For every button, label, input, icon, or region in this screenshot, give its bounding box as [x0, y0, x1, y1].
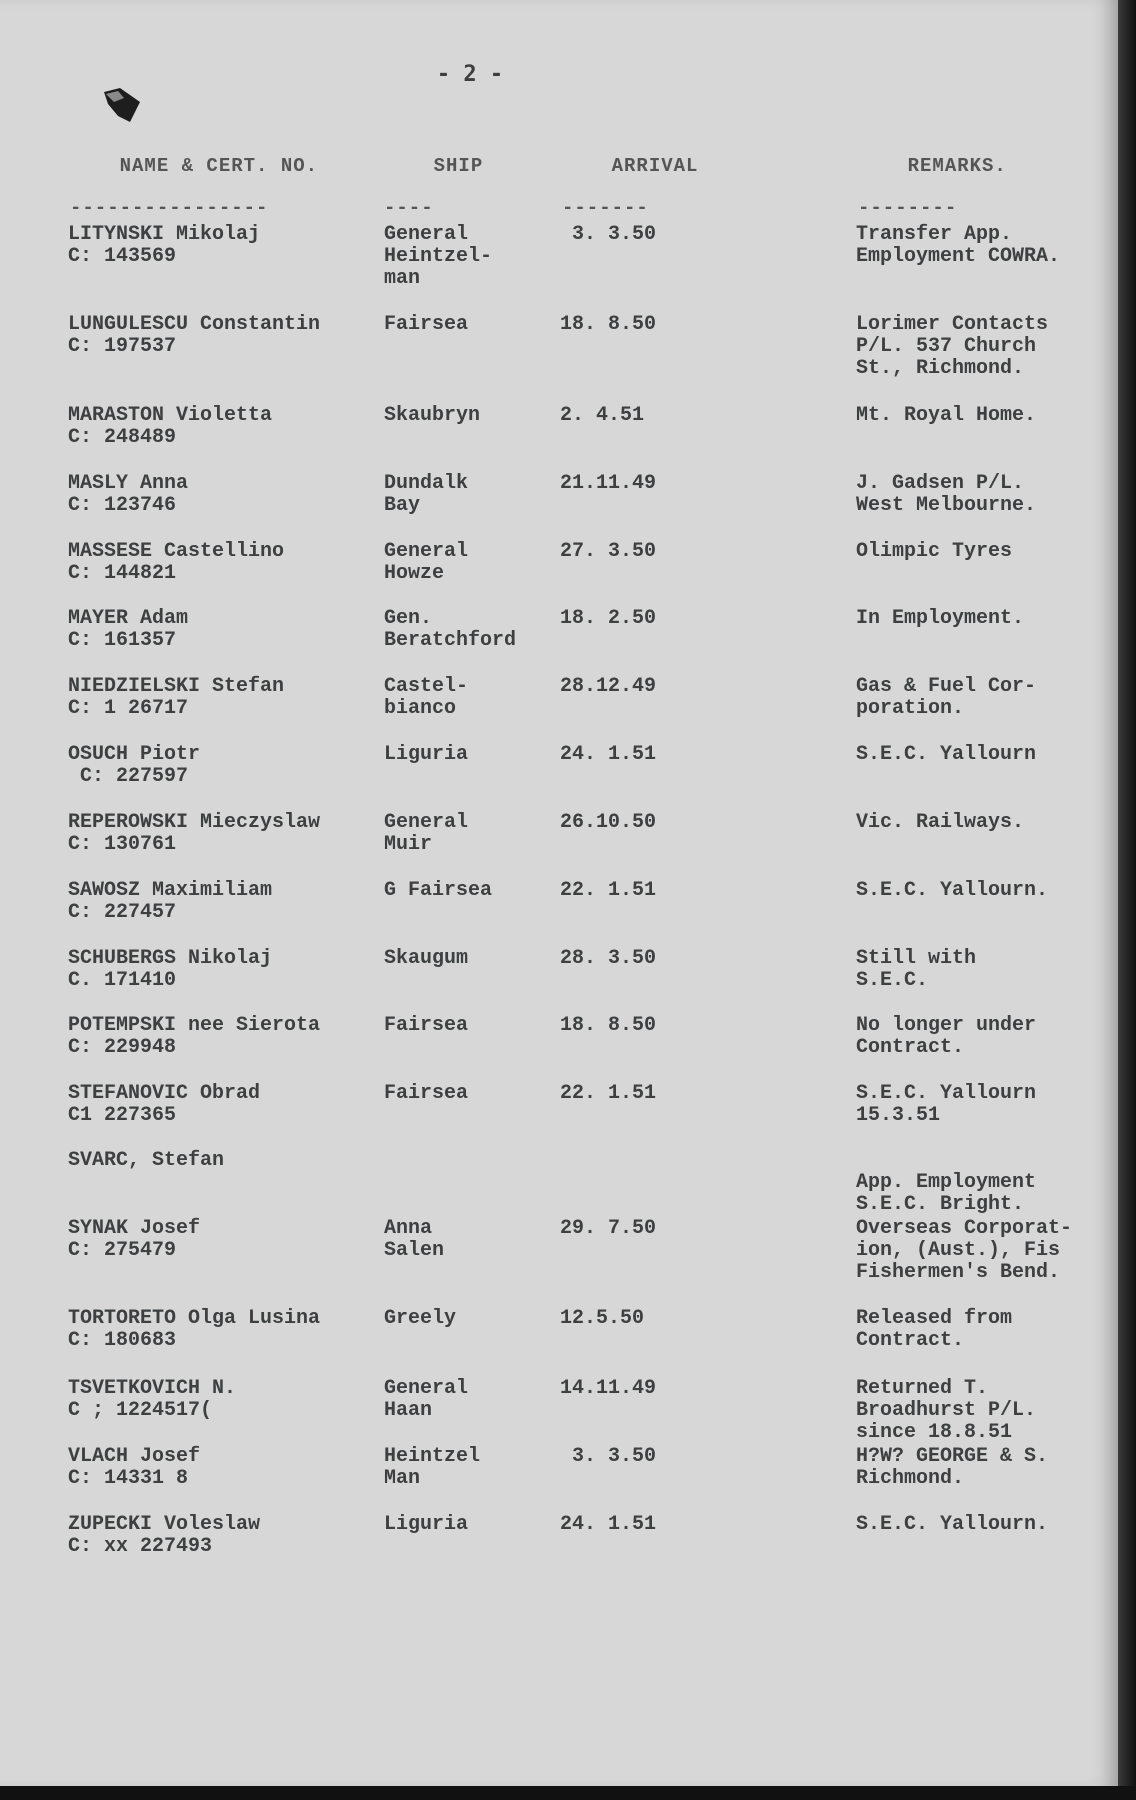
page-number: - 2 - — [436, 62, 504, 87]
ship-cell: Liguria — [384, 1513, 469, 1536]
remarks-cell: In Employment. — [856, 607, 1025, 630]
name-cell — [68, 1378, 378, 1422]
certificate-number: C: 123746 — [68, 494, 177, 517]
header-remarks-label: REMARKS. — [907, 155, 1007, 177]
remarks-cell: Vic. Railways. — [856, 811, 1025, 834]
arrival-cell: 22. 1.51 — [560, 879, 657, 902]
ship-cell: Fairsea — [384, 1082, 469, 1105]
remarks-cell: H?W? GEORGE & S. Richmond. — [856, 1445, 1049, 1490]
ship-cell: Anna Salen — [384, 1217, 445, 1262]
remarks-cell: Released from Contract. — [856, 1307, 1013, 1352]
person-name: STEFANOVIC Obrad — [68, 1082, 261, 1105]
certificate-number: C1 227365 — [68, 1104, 177, 1127]
name-cell — [68, 473, 378, 517]
name-cell — [68, 1015, 378, 1059]
person-name: TORTORETO Olga Lusina — [68, 1307, 321, 1330]
name-cell — [68, 541, 378, 585]
remarks-cell: S.E.C. Yallourn 15.3.51 — [856, 1082, 1037, 1127]
remarks-cell: App. Employment S.E.C. Bright. — [856, 1171, 1037, 1216]
ship-cell: Fairsea — [384, 1014, 469, 1037]
arrival-cell: 3. 3.50 — [560, 223, 657, 246]
certificate-number: C. 171410 — [68, 969, 177, 992]
name-cell — [68, 812, 378, 856]
remarks-cell: Mt. Royal Home. — [856, 404, 1037, 427]
header-arrival-label: ARRIVAL — [611, 155, 699, 177]
remarks-cell: Transfer App. Employment COWRA. — [856, 223, 1061, 268]
certificate-number: C: 248489 — [68, 426, 177, 449]
name-cell — [68, 1308, 378, 1352]
header-name-rule: ---------------- — [70, 197, 269, 219]
arrival-cell: 3. 3.50 — [560, 1445, 657, 1468]
header-name-label: NAME & CERT. NO. — [119, 155, 319, 177]
certificate-number: C: 143569 — [68, 245, 177, 268]
header-arrival-rule: ------- — [562, 197, 649, 219]
arrival-cell: 24. 1.51 — [560, 1513, 657, 1536]
person-name: ZUPECKI Voleslaw — [68, 1513, 261, 1536]
ship-cell: Skaubryn — [384, 404, 481, 427]
person-name: REPEROWSKI Mieczyslaw — [68, 811, 321, 834]
ship-cell: Fairsea — [384, 313, 469, 336]
ship-cell: G Fairsea — [384, 879, 493, 902]
person-name: SYNAK Josef — [68, 1217, 201, 1240]
certificate-number: C: 275479 — [68, 1239, 177, 1262]
remarks-cell: Gas & Fuel Cor- poration. — [856, 675, 1037, 720]
person-name: LITYNSKI Mikolaj — [68, 223, 261, 246]
arrival-cell: 28.12.49 — [560, 675, 657, 698]
ship-cell: Dundalk Bay — [384, 472, 469, 517]
arrival-cell: 2. 4.51 — [560, 404, 645, 427]
name-cell — [68, 948, 378, 992]
ship-cell: Greely — [384, 1307, 457, 1330]
remarks-cell: S.E.C. Yallourn. — [856, 1513, 1049, 1536]
name-cell — [68, 1514, 378, 1558]
certificate-number: C: 180683 — [68, 1329, 177, 1352]
name-cell — [68, 676, 378, 720]
scan-edge-bottom — [0, 1786, 1136, 1800]
name-cell — [68, 314, 378, 358]
certificate-number: C: 161357 — [68, 629, 177, 652]
remarks-cell: Overseas Corporat- ion, (Aust.), Fis Fishermen's Bend. — [856, 1217, 1073, 1284]
certificate-number: C: 144821 — [68, 562, 177, 585]
name-cell — [68, 1083, 378, 1127]
person-name: MAYER Adam — [68, 607, 189, 630]
remarks-cell: S.E.C. Yallourn — [856, 743, 1037, 766]
arrival-cell: 22. 1.51 — [560, 1082, 657, 1105]
certificate-number: C: 229948 — [68, 1036, 177, 1059]
certificate-number: C: xx 227493 — [68, 1535, 213, 1558]
remarks-cell: S.E.C. Yallourn. — [856, 879, 1049, 902]
person-name: SAWOSZ Maximiliam — [68, 879, 273, 902]
person-name: OSUCH Piotr — [68, 743, 201, 766]
ship-cell: Liguria — [384, 743, 469, 766]
certificate-number: C: 1 26717 — [68, 697, 189, 720]
name-cell — [68, 1150, 378, 1172]
arrival-cell: 26.10.50 — [560, 811, 657, 834]
ship-cell: Skaugum — [384, 947, 469, 970]
certificate-number: C: 227597 — [68, 765, 189, 788]
certificate-number: C: 227457 — [68, 901, 177, 924]
person-name: LUNGULESCU Constantin — [68, 313, 321, 336]
certificate-number: C: 130761 — [68, 833, 177, 856]
arrival-cell: 12.5.50 — [560, 1307, 645, 1330]
arrival-cell: 18. 8.50 — [560, 1014, 657, 1037]
person-name: NIEDZIELSKI Stefan — [68, 675, 285, 698]
scan-edge-right — [1118, 0, 1136, 1800]
person-name: MASSESE Castellino — [68, 540, 285, 563]
arrival-cell: 24. 1.51 — [560, 743, 657, 766]
header-ship-rule: ---- — [384, 197, 434, 219]
name-cell — [68, 224, 378, 268]
person-name: POTEMPSKI nee Sierota — [68, 1014, 321, 1037]
header-ship-label: SHIP — [433, 155, 484, 177]
ship-cell: Castel- bianco — [384, 675, 469, 720]
arrival-cell: 28. 3.50 — [560, 947, 657, 970]
ship-cell: General Howze — [384, 540, 469, 585]
person-name: VLACH Josef — [68, 1445, 201, 1468]
ship-cell: Gen. Beratchford — [384, 607, 517, 652]
ship-cell: General Heintzel- man — [384, 223, 493, 290]
ship-cell: General Haan — [384, 1377, 469, 1422]
ship-cell: Heintzel Man — [384, 1445, 481, 1490]
name-cell — [68, 405, 378, 449]
person-name: SCHUBERGS Nikolaj — [68, 947, 273, 970]
arrival-cell: 14.11.49 — [560, 1377, 657, 1400]
person-name: SVARC, Stefan — [68, 1149, 225, 1172]
name-cell — [68, 608, 378, 652]
certificate-number: C: 14331 8 — [68, 1467, 189, 1490]
remarks-cell: Lorimer Contacts P/L. 537 Church St., Richmond. — [856, 313, 1049, 380]
arrival-cell: 18. 8.50 — [560, 313, 657, 336]
name-cell — [68, 1218, 378, 1262]
remarks-cell: No longer under Contract. — [856, 1014, 1037, 1059]
name-cell — [68, 880, 378, 924]
name-cell — [68, 1446, 378, 1490]
header-remarks-rule: -------- — [858, 197, 958, 219]
certificate-number: C: 197537 — [68, 335, 177, 358]
remarks-cell: Olimpic Tyres — [856, 540, 1013, 563]
remarks-cell: J. Gadsen P/L. West Melbourne. — [856, 472, 1037, 517]
certificate-number: C ; 1224517( — [68, 1399, 213, 1422]
arrival-cell: 18. 2.50 — [560, 607, 657, 630]
arrival-cell: 21.11.49 — [560, 472, 657, 495]
arrival-cell: 29. 7.50 — [560, 1217, 657, 1240]
person-name: MARASTON Violetta — [68, 404, 273, 427]
arrival-cell: 27. 3.50 — [560, 540, 657, 563]
remarks-cell: Still with S.E.C. — [856, 947, 977, 992]
person-name: TSVETKOVICH N. — [68, 1377, 237, 1400]
remarks-cell: Returned T. Broadhurst P/L. since 18.8.51 — [856, 1377, 1037, 1444]
name-cell — [68, 744, 378, 788]
ship-cell: General Muir — [384, 811, 469, 856]
person-name: MASLY Anna — [68, 472, 189, 495]
